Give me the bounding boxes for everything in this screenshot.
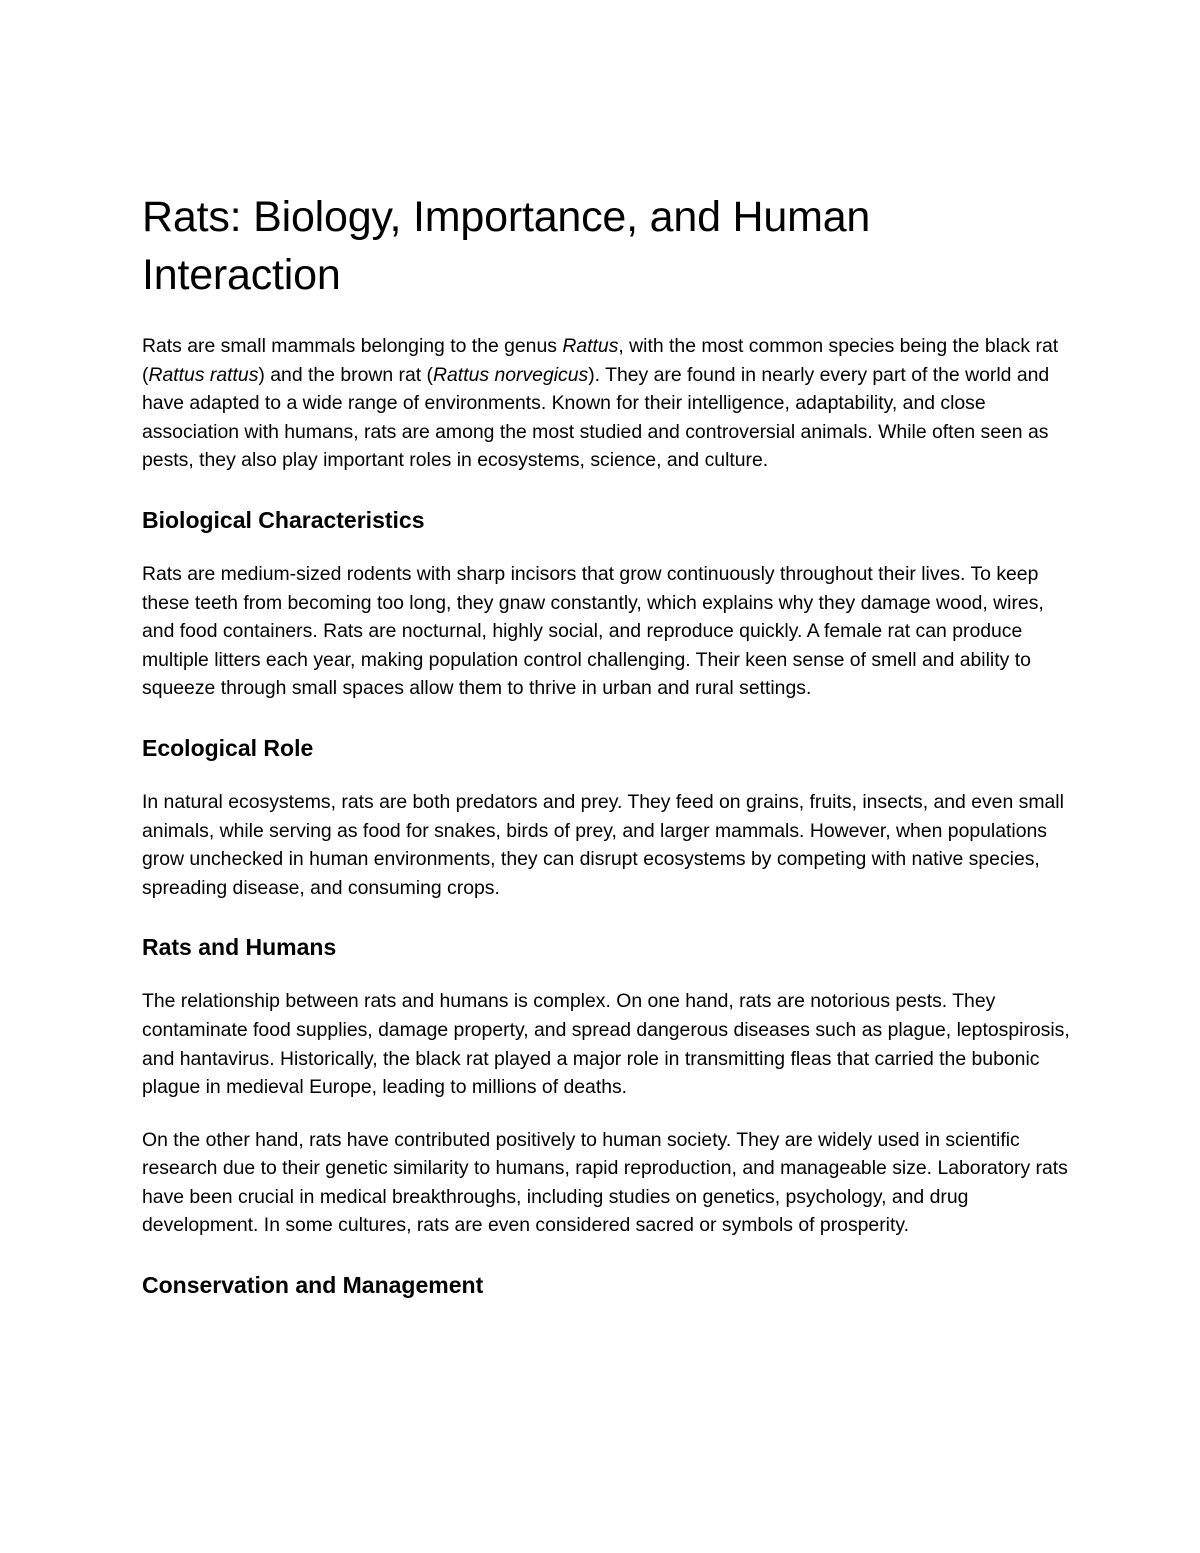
- document-title: Rats: Biology, Importance, and Human Interaction: [142, 193, 871, 299]
- intro-text-4: ). They are found in nearly every part of the world and have adapted to a wide range of environments. Known for their intelligence, adaptability, and close association with humans, rats are among the most studied and controversial animals. While often seen as pests, they also play important roles in ecosystems, science, and culture.: [142, 363, 1050, 472]
- section-paragraph-humans-1: The relationship between rats and humans is complex. On one hand, rats are notorious pests. They contaminate food supplies, damage property, and spread dangerous diseases such as plague, leptospirosis, and hantavirus. Historically, the black rat played a major role in transmitting fleas that carried the bubonic plague in medieval Europe, leading to millions of deaths.: [142, 990, 1070, 1099]
- section-paragraph-biology: Rats are medium-sized rodents with sharp incisors that grow continuously throughout their lives. To keep these teeth from becoming too long, they gnaw constantly, which explains why they damage wood, wires, and food containers. Rats are nocturnal, highly social, and reproduce quickly. A female rat can produce multiple litters each year, making population control challenging. Their keen sense of smell and ability to squeeze through small spaces allow them to thrive in urban and rural settings.: [142, 562, 1044, 700]
- section-heading-conservation: Conservation and Management: [142, 1272, 484, 1299]
- section-paragraph-ecology: In natural ecosystems, rats are both predators and prey. They feed on grains, fruits, insects, and even small animals, while serving as food for snakes, birds of prey, and larger mammals. However, when populations grow unchecked in human environments, they can disrupt ecosystems by competing with native species, spreading disease, and consuming crops.: [142, 790, 1064, 899]
- species-black-rat: Rattus rattus: [148, 363, 259, 386]
- section-heading-ecology: Ecological Role: [142, 734, 314, 761]
- section-heading-humans: Rats and Humans: [142, 934, 337, 961]
- intro-text-3: ) and the brown rat (: [258, 363, 434, 386]
- section-heading-biology: Biological Characteristics: [142, 506, 425, 533]
- species-brown-rat: Rattus norvegicus: [433, 363, 589, 386]
- intro-text-2: , with the most common species being the black rat (: [142, 335, 1059, 386]
- genus-name: Rattus: [562, 335, 619, 357]
- document-page: [142, 188, 1072, 1300]
- intro-text-1: Rats are small mammals belonging to the genus: [142, 335, 563, 357]
- intro-paragraph: [142, 332, 1072, 475]
- section-paragraph-humans-2: On the other hand, rats have contributed positively to human society. They are widely used in scientific research due to their genetic similarity to humans, rapid reproduction, and manageable size. Laboratory rats have been crucial in medical breakthroughs, including studies on genetics, psychology, and drug development. In some cultures, rats are even considered sacred or symbols of prosperity.: [142, 1128, 1068, 1237]
